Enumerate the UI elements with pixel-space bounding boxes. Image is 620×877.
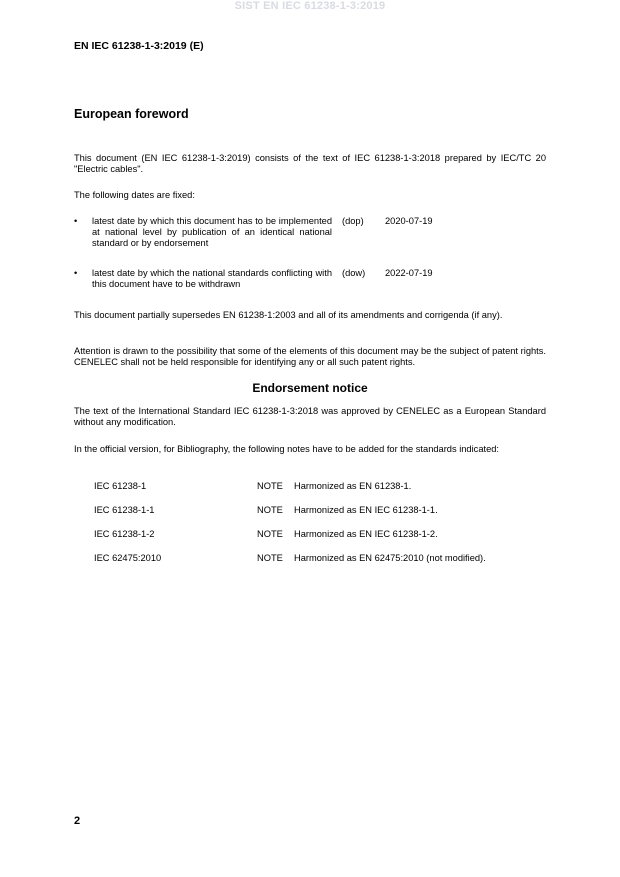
note-ref: IEC 61238-1	[94, 481, 147, 491]
endorsement-title: Endorsement notice	[252, 381, 368, 395]
date-text-dow: latest date by which the national standards conflicting with this document have to be withdrawn	[92, 268, 332, 289]
approval-paragraph: The text of the International Standard IEC 61238-1-3:2018 was approved by CENELEC as a European Standard without any modification.	[74, 406, 546, 427]
date-value-dow: 2022-07-19	[385, 268, 433, 278]
note-label: NOTE	[257, 529, 283, 539]
date-text-dop: latest date by which this document has to be implemented at national level by publication of an identical national standard or by endorsement	[92, 216, 332, 248]
note-ref: IEC 61238-1-1	[94, 505, 155, 515]
foreword-title: European foreword	[74, 107, 189, 121]
date-code-dop: (dop)	[342, 216, 364, 226]
note-ref: IEC 61238-1-2	[94, 529, 155, 539]
note-label: NOTE	[257, 505, 283, 515]
document-header: EN IEC 61238-1-3:2019 (E)	[74, 40, 204, 52]
foreword-intro: This document (EN IEC 61238-1-3:2019) consists of the text of IEC 61238-1-3:2018 prepared by IEC/TC 20 "Electric cables".	[74, 153, 546, 174]
note-label: NOTE	[257, 553, 283, 563]
note-label: NOTE	[257, 481, 283, 491]
note-text: Harmonized as EN 62475:2010 (not modified).	[294, 553, 486, 563]
note-text: Harmonized as EN IEC 61238-1-2.	[294, 529, 438, 539]
bullet-dow: •	[74, 268, 78, 278]
page-number: 2	[74, 815, 81, 827]
bibliography-intro: In the official version, for Bibliography, the following notes have to be added for the standards indicated:	[74, 444, 499, 454]
dates-intro: The following dates are fixed:	[74, 190, 195, 200]
note-ref: IEC 62475:2010	[94, 553, 162, 563]
note-text: Harmonized as EN IEC 61238-1-1.	[294, 505, 438, 515]
date-value-dop: 2020-07-19	[385, 216, 433, 226]
patent-paragraph: Attention is drawn to the possibility that some of the elements of this document may be the subject of patent rights. CENELEC shall not be held responsible for identifying any or all such patent rights.	[74, 346, 546, 367]
note-text: Harmonized as EN 61238-1.	[294, 481, 412, 491]
watermark: SIST EN IEC 61238-1-3:2019	[234, 0, 386, 12]
date-code-dow: (dow)	[342, 268, 366, 278]
supersedes-paragraph: This document partially supersedes EN 61238-1:2003 and all of its amendments and corrigenda (if any).	[74, 310, 503, 320]
bullet-dop: •	[74, 216, 78, 226]
